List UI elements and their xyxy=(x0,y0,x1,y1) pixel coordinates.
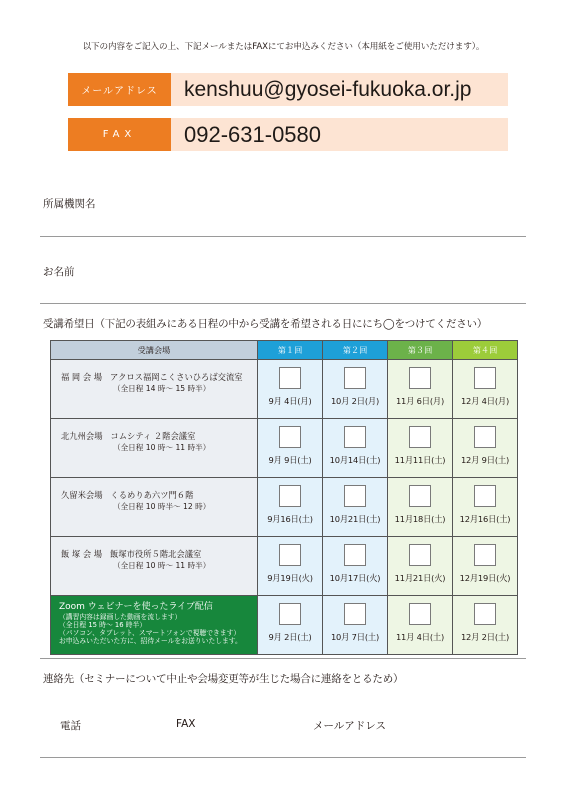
affiliation-line[interactable] xyxy=(40,236,526,237)
zoom-cell xyxy=(51,596,258,655)
check-box[interactable] xyxy=(279,544,301,566)
check-box[interactable] xyxy=(474,426,496,448)
date-cell[interactable] xyxy=(323,537,388,596)
check-box[interactable] xyxy=(279,367,301,389)
email-value[interactable]: kenshuu@gyosei-fukuoka.or.jp xyxy=(171,73,508,106)
date-cell[interactable] xyxy=(323,419,388,478)
intro-text: 以下の内容をご記入の上、下記メールまたはFAXにてお申込みください（本用紙をご使用いただけます）。 xyxy=(82,42,485,52)
phone-label: 電話 xyxy=(60,720,81,732)
header-venue: 受講会場 xyxy=(51,341,258,360)
check-box[interactable] xyxy=(409,367,431,389)
check-box[interactable] xyxy=(474,485,496,507)
venue-place: コムシティ ２階会議室 xyxy=(110,431,196,441)
date-cell[interactable] xyxy=(453,478,518,537)
venue-row-zoom xyxy=(51,596,518,655)
name-label: お名前 xyxy=(43,266,75,278)
date-cell[interactable] xyxy=(388,360,453,419)
venue-city: 福 岡 会 場 xyxy=(61,372,103,382)
check-box[interactable] xyxy=(474,544,496,566)
date-text: 10月21日(土) xyxy=(329,514,381,524)
date-text: 10月14日(土) xyxy=(329,455,381,465)
venue-row-iizuka xyxy=(51,537,518,596)
date-text: 11月 6日(月) xyxy=(395,396,445,406)
check-box[interactable] xyxy=(279,485,301,507)
check-box[interactable] xyxy=(409,426,431,448)
venue-time: （全日程 10 時～ 11 時半） xyxy=(113,561,211,570)
date-cell[interactable] xyxy=(323,596,388,655)
zoom-title: Zoom ウェビナーを使ったライブ配信 xyxy=(59,602,213,612)
fax-label: FAX xyxy=(68,118,171,151)
zoom-note: お申込みいただいた方に、招待メールをお送りいたします。 xyxy=(59,637,242,645)
date-cell[interactable] xyxy=(258,596,323,655)
date-cell[interactable] xyxy=(258,419,323,478)
date-text: 10月 2日(月) xyxy=(330,396,380,406)
fax-value: 092-631-0580 xyxy=(171,118,508,151)
date-cell[interactable] xyxy=(388,478,453,537)
date-cell[interactable] xyxy=(323,478,388,537)
venue-row-kitakyushu xyxy=(51,419,518,478)
check-box[interactable] xyxy=(409,544,431,566)
date-text: 11月 4日(土) xyxy=(395,632,445,642)
venue-cell xyxy=(51,360,258,419)
header-round-2: 第２回 xyxy=(323,341,388,360)
date-text: 11月21日(火) xyxy=(394,573,446,583)
date-text: 12月 2日(土) xyxy=(460,632,510,642)
date-text: 11月11日(土) xyxy=(394,455,446,465)
check-box[interactable] xyxy=(474,603,496,625)
schedule-table xyxy=(50,340,518,655)
venue-cell xyxy=(51,478,258,537)
check-box[interactable] xyxy=(409,603,431,625)
date-cell[interactable] xyxy=(388,419,453,478)
zoom-time: （全日程 15 時～ 16 時半） xyxy=(59,621,147,629)
venue-time: （全日程 10 時半～ 12 時） xyxy=(113,502,211,511)
divider xyxy=(40,658,526,659)
venue-cell xyxy=(51,537,258,596)
email-label: メールアドレス xyxy=(68,73,171,106)
date-cell[interactable] xyxy=(453,419,518,478)
zoom-note: （パソコン、タブレット、スマートフォンで視聴できます） xyxy=(59,629,241,637)
affiliation-label: 所属機関名 xyxy=(43,198,96,210)
venue-place: アクロス福岡こくさいひろば交流室 xyxy=(110,372,243,382)
check-box[interactable] xyxy=(344,603,366,625)
date-text: 10月17日(火) xyxy=(329,573,381,583)
date-text: 12月16日(土) xyxy=(459,514,511,524)
date-cell[interactable] xyxy=(453,537,518,596)
check-box[interactable] xyxy=(344,544,366,566)
date-cell[interactable] xyxy=(258,537,323,596)
date-cell[interactable] xyxy=(453,360,518,419)
check-box[interactable] xyxy=(344,426,366,448)
contact-fax-label: FAX xyxy=(176,718,196,730)
header-round-1: 第１回 xyxy=(258,341,323,360)
venue-time: （全日程 10 時～ 11 時半） xyxy=(113,443,211,452)
fax-contact-row xyxy=(68,118,508,151)
header-round-4: 第４回 xyxy=(453,341,518,360)
schedule-title: 受講希望日（下記の表組みにある日程の中から受講を希望される日ににち◯をつけてください） xyxy=(43,318,488,330)
date-cell[interactable] xyxy=(388,537,453,596)
name-line[interactable] xyxy=(40,303,526,304)
venue-time: （全日程 14 時～ 15 時半） xyxy=(113,384,211,393)
date-cell[interactable] xyxy=(388,596,453,655)
date-text: 12月 4日(月) xyxy=(460,396,510,406)
email-contact-row xyxy=(68,73,508,106)
contact-email-label: メールアドレス xyxy=(313,720,386,732)
venue-city: 久留米会場 xyxy=(61,490,103,500)
venue-place: くるめりあ六ツ門６階 xyxy=(110,490,194,500)
date-text: 12月 9日(土) xyxy=(460,455,510,465)
venue-row-kurume xyxy=(51,478,518,537)
check-box[interactable] xyxy=(344,367,366,389)
date-cell[interactable] xyxy=(258,360,323,419)
venue-city: 北九州会場 xyxy=(61,431,103,441)
schedule-header-row xyxy=(51,341,518,360)
contact-line[interactable] xyxy=(40,757,526,758)
date-text: 11月18日(土) xyxy=(394,514,446,524)
check-box[interactable] xyxy=(279,426,301,448)
date-text: 10月 7日(土) xyxy=(330,632,380,642)
check-box[interactable] xyxy=(279,603,301,625)
venue-cell xyxy=(51,419,258,478)
venue-place: 飯塚市役所５階北会議室 xyxy=(110,549,202,559)
date-cell[interactable] xyxy=(323,360,388,419)
check-box[interactable] xyxy=(409,485,431,507)
date-text: 9月19日(火) xyxy=(267,573,313,583)
date-text: 9月 4日(月) xyxy=(268,396,312,406)
venue-row-fukuoka xyxy=(51,360,518,419)
venue-city: 飯 塚 会 場 xyxy=(61,549,103,559)
date-text: 12月19日(火) xyxy=(459,573,511,583)
header-round-3: 第３回 xyxy=(388,341,453,360)
contact-title: 連絡先（セミナーについて中止や会場変更等が生じた場合に連絡をとるため） xyxy=(43,673,404,685)
date-cell[interactable] xyxy=(258,478,323,537)
date-text: 9月 9日(土) xyxy=(268,455,312,465)
date-text: 9月 2日(土) xyxy=(268,632,312,642)
zoom-note: （講習内容は録画した動画を流します） xyxy=(59,613,182,621)
date-cell[interactable] xyxy=(453,596,518,655)
check-box[interactable] xyxy=(474,367,496,389)
date-text: 9月16日(土) xyxy=(267,514,313,524)
check-box[interactable] xyxy=(344,485,366,507)
